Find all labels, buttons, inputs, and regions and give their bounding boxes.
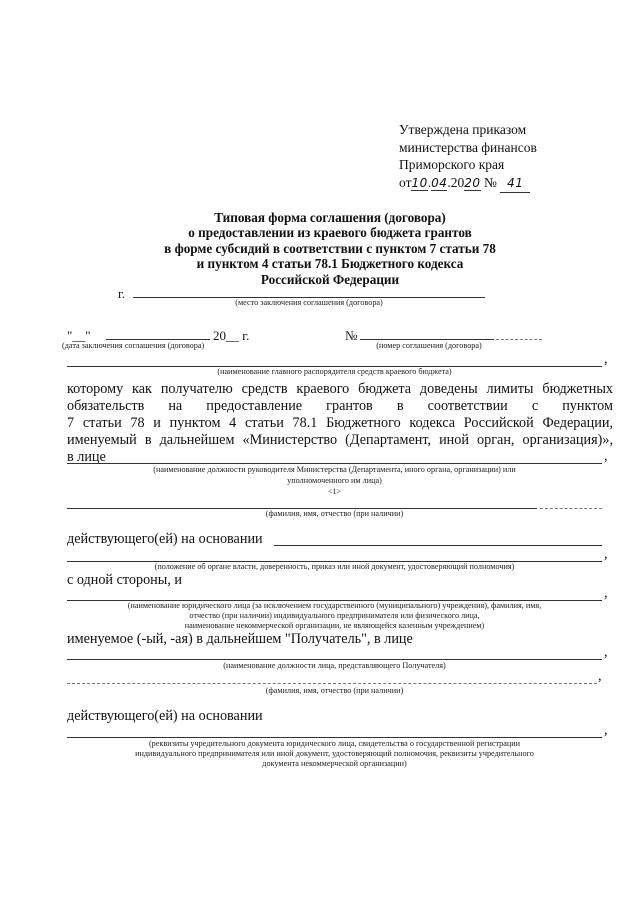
- head-position-caption-2: уполномоченного им лица): [287, 476, 382, 485]
- paragraph-line-1: которому как получателю средств краевого бюджета доведены лимиты бюджетных: [67, 381, 613, 397]
- title-line-2: о предоставлении из краевого бюджета грантов: [188, 225, 472, 241]
- basis2-comma: ,: [604, 722, 608, 738]
- paragraph-line-5: в лице: [67, 449, 106, 465]
- one-side-label: с одной стороны, и: [67, 572, 182, 588]
- basis1-label: действующего(ей) на основании: [67, 531, 263, 547]
- agreement-number-field[interactable]: [360, 339, 494, 340]
- basis2-field[interactable]: [67, 737, 602, 738]
- approval-number-value: 41: [500, 175, 530, 194]
- recipient-fio-comma: ,: [598, 668, 602, 684]
- distributor-caption: (наименование главного распорядителя средств краевого бюджета): [217, 367, 452, 376]
- head-footnote-ref[interactable]: <1>: [327, 487, 342, 496]
- title-line-5: Российской Федерации: [260, 271, 400, 287]
- basis2-label: действующего(ей) на основании: [67, 708, 263, 724]
- basis2-caption-2: индивидуального предпринимателя или иной документ, удостоверяющий полномочия, реквизиты учредительного: [135, 749, 534, 758]
- distributor-comma: ,: [604, 351, 608, 367]
- recipient-name-comma: ,: [604, 585, 608, 601]
- document-title: [140, 210, 520, 287]
- recipient-label: именуемое (-ый, -ая) в дальнейшем "Получатель", в лице: [67, 631, 413, 647]
- approval-number-label: №: [483, 174, 497, 190]
- approval-date-day: 10: [411, 175, 428, 190]
- title-line-1: Типовая форма соглашения (договора): [214, 210, 446, 225]
- main-paragraph: [67, 381, 613, 466]
- recipient-fio-caption: (фамилия, имя, отчество (при наличии): [265, 686, 404, 695]
- paragraph-line-3: 7 статьи 78 и пунктом 4 статьи 78.1 Бюджетного кодекса Российской Федерации,: [67, 415, 613, 431]
- date-month-field[interactable]: [106, 339, 210, 340]
- basis1-field-inline[interactable]: [274, 545, 602, 546]
- approval-line-2: министерства финансов: [399, 139, 537, 155]
- approval-date-month: 04: [431, 175, 448, 190]
- approval-date-year-suffix: 20: [464, 175, 481, 190]
- date-day-blank[interactable]: "__": [67, 328, 91, 343]
- approval-block: [399, 121, 537, 193]
- place-prefix: г.: [118, 286, 126, 301]
- recipient-position-field[interactable]: [67, 659, 602, 660]
- basis1-caption: (положение об органе власти, доверенность, приказ или иной документ, удостоверяющий полномочия): [154, 562, 515, 571]
- basis2-caption-1: (реквизиты учредительного документа юридического лица, свидетельства о государственной регистрации: [148, 739, 521, 748]
- date-year-label: 20__ г.: [213, 328, 250, 343]
- agreement-number-field-tail: [496, 339, 542, 340]
- head-fio-caption: (фамилия, имя, отчество (при наличии): [265, 509, 404, 518]
- number-caption: (номер соглашения (договора): [376, 341, 482, 350]
- head-position-comma: ,: [604, 448, 608, 464]
- title-line-3: в форме субсидий в соответствии с пунктом 7 статьи 78: [164, 240, 496, 256]
- approval-date-year-prefix: 20: [450, 174, 465, 190]
- agreement-number-label: №: [345, 328, 358, 343]
- date-caption: (дата заключения соглашения (договора): [62, 341, 205, 350]
- head-position-caption-1: (наименование должности руководителя Министерства (Департамента, иного органа, организации) или: [153, 465, 516, 474]
- approval-line-3: Приморского края: [399, 157, 505, 172]
- recipient-position-caption: (наименование должности лица, представляющего Получателя): [223, 661, 446, 670]
- approval-date-prefix: от: [399, 174, 412, 190]
- recipient-name-caption-1: (наименование юридического лица (за исключением государственного (муниципального) учреждения), фамилия, имя,: [127, 601, 542, 610]
- paragraph-line-4: именуемый в дальнейшем «Министерство (Департамент, иной орган, организация)»,: [67, 432, 613, 448]
- place-caption: (место заключения соглашения (договора): [235, 298, 383, 307]
- paragraph-line-2: обязательств на предоставление грантов в соответствии с пунктом: [67, 398, 613, 414]
- recipient-position-comma: ,: [604, 644, 608, 660]
- head-position-field[interactable]: [67, 463, 602, 464]
- recipient-name-caption-2: отчество (при наличии) индивидуального предпринимателя или физического лица,: [189, 611, 480, 620]
- approval-date-line: от10.04.2020 № 41: [399, 174, 537, 194]
- recipient-fio-field[interactable]: [67, 683, 597, 684]
- basis1-comma: ,: [604, 546, 608, 562]
- recipient-name-caption-3: наименование некоммерческой организации, не являющейся казенным учреждением): [184, 621, 485, 630]
- basis2-caption-3: документа некоммерческой организации): [262, 759, 407, 768]
- approval-line-1: Утверждена приказом: [399, 122, 527, 137]
- title-line-4: и пунктом 4 статьи 78.1 Бюджетного кодекса: [196, 256, 464, 272]
